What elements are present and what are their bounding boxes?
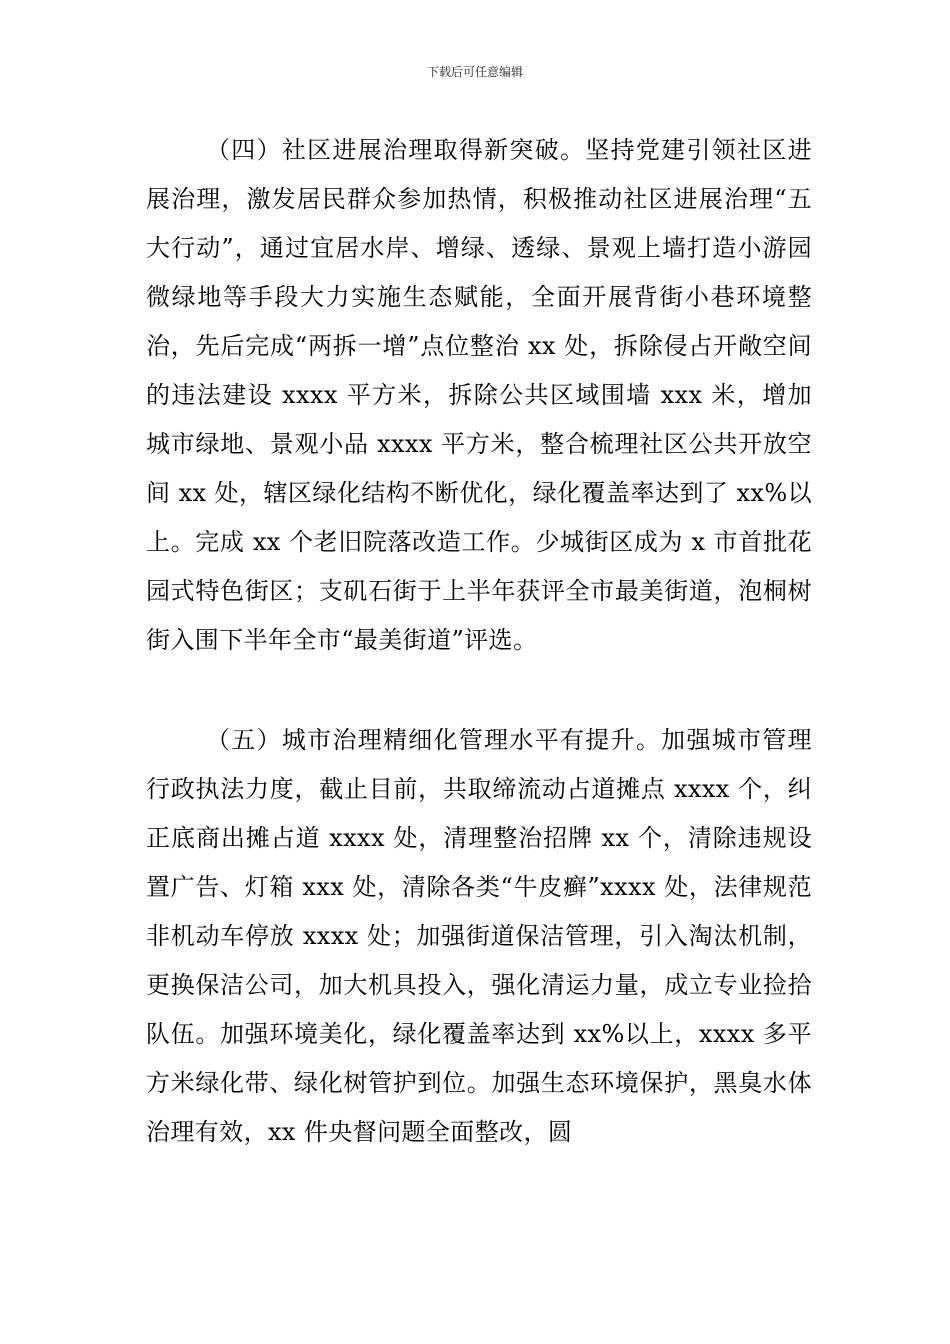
paragraph-urban-management: （五）城市治理精细化管理水平有提升。加强城市管理行政执法力度，截止目前，共取缔流动占道摊点 xxxx 个，纠正底商出摊占道 xxxx 处，清理整治招牌 xx 个，清除违规设置广告、灯箱 xxx 处，清除各类“牛皮癣”xxxx 处，法律规范非机动车停放 xxxx 处；加强街道保洁管理，引入淘汰机制，更换保洁公司，加大机具投入，强化清运力量，成立专业捡拾队伍。加强环境美化，绿化覆盖率达到 xx%以上，xxxx 多平方米绿化带、绿化树管护到位。加强生态环境保护，黑臭水体治理有效，xx 件央督问题全面整改，圆 xyxy=(146,726,812,1146)
paragraph-community-governance: （四）社区进展治理取得新突破。坚持党建引领社区进展治理，激发居民群众参加热情，积极推动社区进展治理“五大行动”，通过宜居水岸、增绿、透绿、景观上墙打造小游园微绿地等手段大力实施生态赋能，全面开展背街小巷环境整治，先后完成“两拆一增”点位整治 xx 处，拆除侵占开敞空间的违法建设 xxxx 平方米，拆除公共区域围墙 xxx 米，增加城市绿地、景观小品 xxxx 平方米，整合梳理社区公共开放空间 xx 处，辖区绿化结构不断优化，绿化覆盖率达到了 xx%以上。完成 xx 个老旧院落改造工作。少城街区成为 x 市首批花园式特色街区；支矶石街于上半年获评全市最美街道，泡桐树街入围下半年全市“最美街道”评选。 xyxy=(146,136,812,654)
header-note: 下载后可任意编辑 xyxy=(426,65,523,79)
document-body xyxy=(146,126,812,1157)
